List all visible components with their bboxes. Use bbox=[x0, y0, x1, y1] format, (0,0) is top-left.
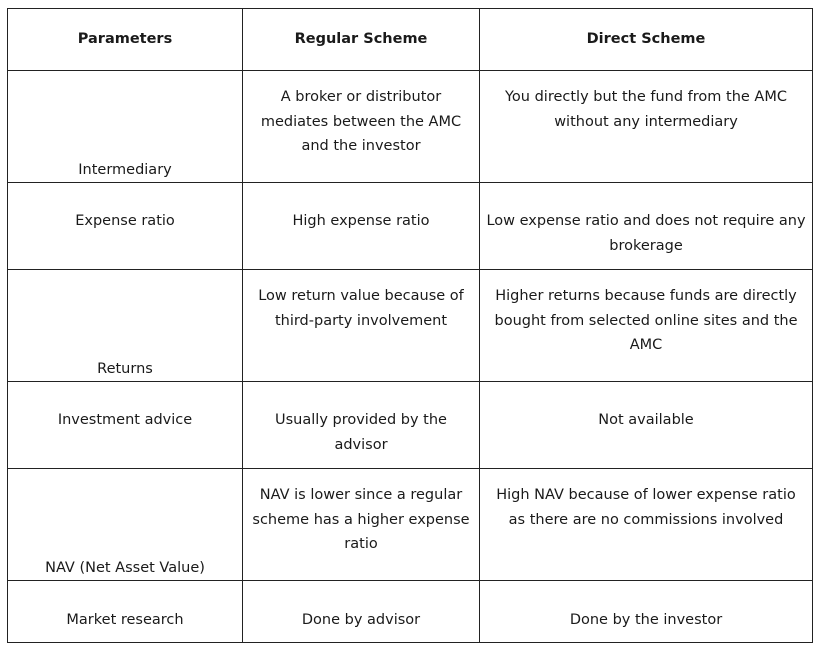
direct-cell: Not available bbox=[480, 382, 813, 469]
table-row bbox=[8, 581, 813, 643]
table-row bbox=[8, 183, 813, 270]
header-direct-scheme: Direct Scheme bbox=[480, 9, 813, 71]
direct-cell: Higher returns because funds are directly bought from selected online sites and the AMC bbox=[480, 270, 813, 382]
table-row bbox=[8, 270, 813, 382]
header-row bbox=[8, 9, 813, 71]
header-parameters: Parameters bbox=[8, 9, 243, 71]
parameter-cell: Investment advice bbox=[8, 382, 243, 469]
table-row bbox=[8, 71, 813, 183]
table-row bbox=[8, 469, 813, 581]
regular-cell: High expense ratio bbox=[243, 183, 480, 270]
regular-cell: A broker or distributor mediates between the AMC and the investor bbox=[243, 71, 480, 183]
direct-cell: Low expense ratio and does not require any brokerage bbox=[480, 183, 813, 270]
parameter-cell: Market research bbox=[8, 581, 243, 643]
regular-cell: Usually provided by the advisor bbox=[243, 382, 480, 469]
direct-cell: You directly but the fund from the AMC without any intermediary bbox=[480, 71, 813, 183]
parameter-cell: Returns bbox=[8, 270, 243, 382]
regular-cell: NAV is lower since a regular scheme has a higher expense ratio bbox=[243, 469, 480, 581]
header-regular-scheme: Regular Scheme bbox=[243, 9, 480, 71]
direct-cell: Done by the investor bbox=[480, 581, 813, 643]
regular-cell: Low return value because of third-party involvement bbox=[243, 270, 480, 382]
parameter-cell: Expense ratio bbox=[8, 183, 243, 270]
comparison-table bbox=[7, 8, 813, 643]
regular-cell: Done by advisor bbox=[243, 581, 480, 643]
direct-cell: High NAV because of lower expense ratio as there are no commissions involved bbox=[480, 469, 813, 581]
parameter-cell: NAV (Net Asset Value) bbox=[8, 469, 243, 581]
table-row bbox=[8, 382, 813, 469]
parameter-cell: Intermediary bbox=[8, 71, 243, 183]
